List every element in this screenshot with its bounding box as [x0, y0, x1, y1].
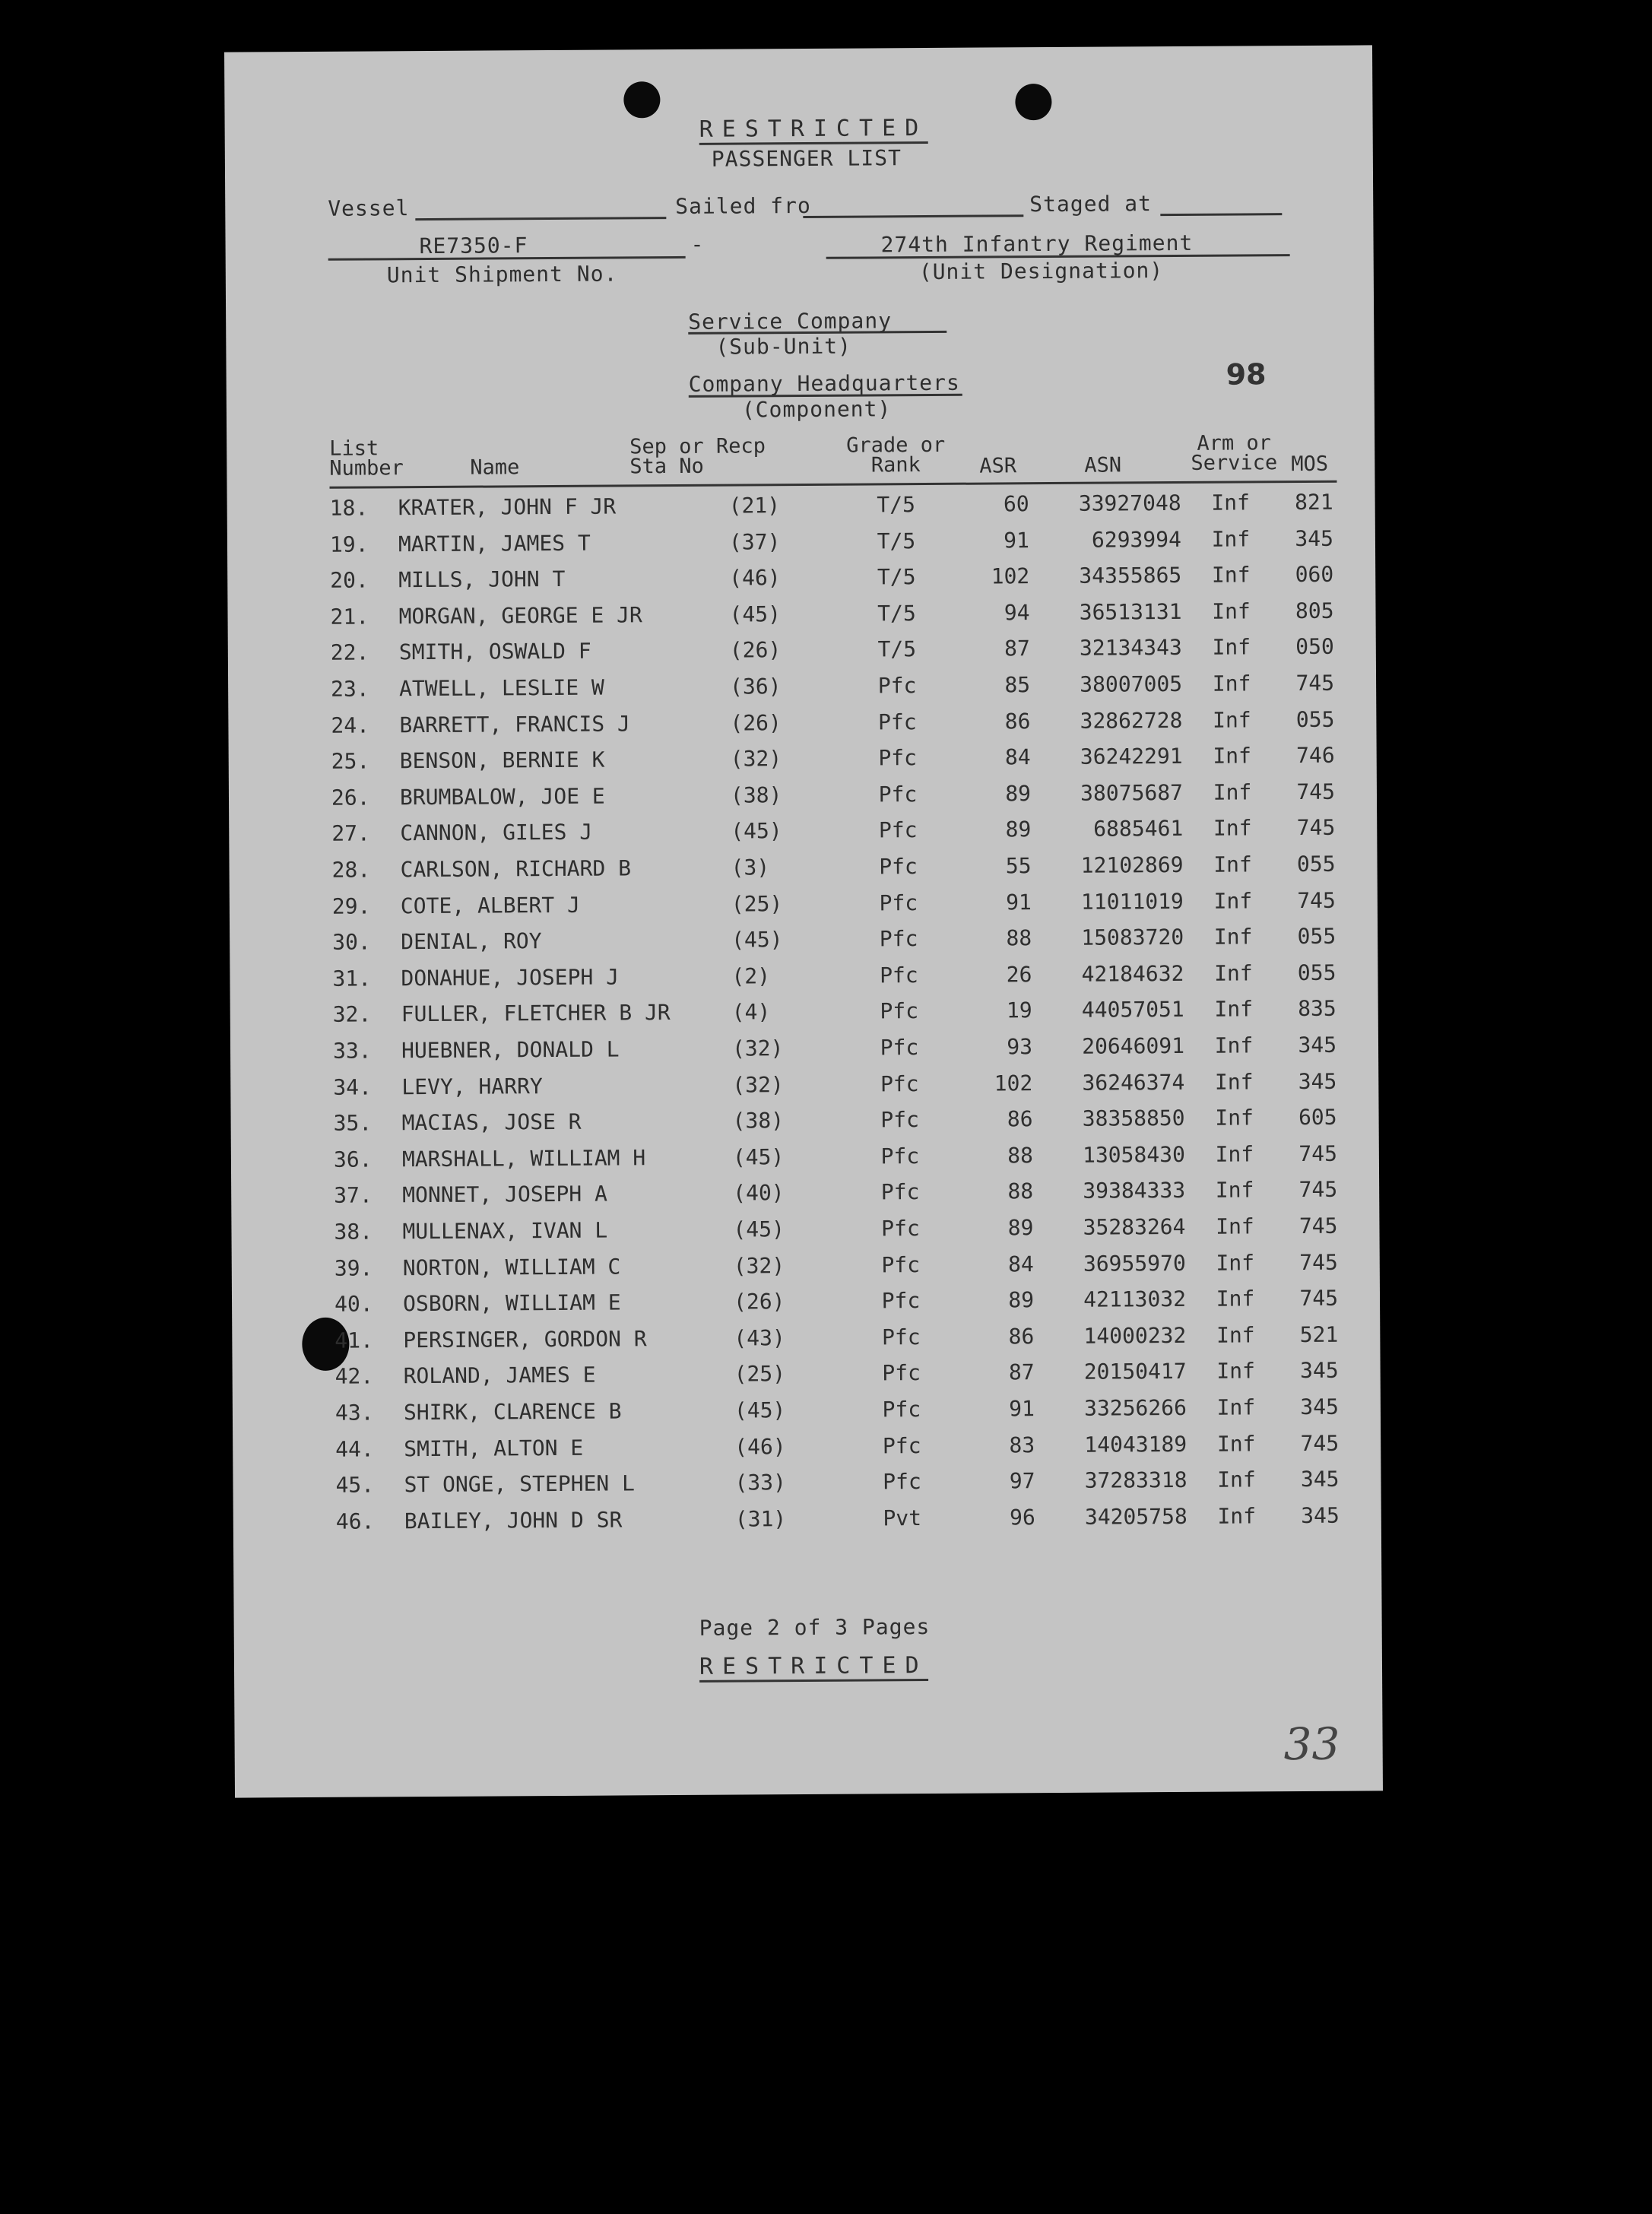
staged-at-blank [1160, 213, 1282, 216]
cell-num: 40. [334, 1291, 373, 1317]
table-row [231, 1213, 1379, 1254]
restricted-header: RESTRICTED [699, 115, 928, 145]
cell-asn: 38075687 [1080, 779, 1184, 806]
cell-name: BARRETT, FRANCIS J [399, 710, 630, 737]
cell-sep: (26) [730, 709, 782, 736]
cell-name: MARSHALL, WILLIAM H [401, 1145, 646, 1172]
cell-mos: 055 [1296, 851, 1336, 877]
cell-num: 29. [331, 893, 371, 919]
cell-asn: 14000232 [1083, 1322, 1187, 1349]
cell-sep: (46) [729, 565, 781, 591]
cell-name: MACIAS, JOSE R [401, 1109, 582, 1136]
cell-arm: Inf [1211, 562, 1251, 588]
cell-asr: 89 [1005, 817, 1032, 842]
cell-asr: 89 [1005, 780, 1032, 807]
cell-sep: (45) [729, 601, 782, 627]
cell-asr: 87 [1004, 636, 1030, 661]
cell-asn: 42113032 [1083, 1286, 1187, 1312]
shipment-blank [328, 256, 686, 261]
cell-num: 22. [330, 639, 369, 666]
cell-sep: (4) [731, 999, 771, 1025]
cell-num: 46. [335, 1508, 375, 1534]
cell-name: MARTIN, JAMES T [398, 530, 591, 557]
document-page [224, 45, 1383, 1797]
cell-arm: Inf [1216, 1430, 1256, 1457]
cell-sep: (32) [732, 1071, 784, 1098]
cell-mos: 746 [1295, 742, 1335, 769]
cell-num: 34. [333, 1074, 372, 1100]
cell-arm: Inf [1212, 634, 1251, 661]
cell-grade: Pfc [878, 709, 917, 734]
cell-sep: (33) [734, 1470, 787, 1496]
cell-grade: Pfc [877, 673, 917, 699]
table-row [227, 525, 1375, 567]
cell-sep: (26) [729, 637, 782, 663]
table-row [231, 1105, 1379, 1147]
cell-mos: 745 [1295, 670, 1335, 696]
cell-sep: (37) [728, 528, 781, 555]
unit-designation-caption: (Unit Designation) [918, 258, 1164, 285]
cell-name: COTE, ALBERT J [400, 892, 580, 918]
cell-sep: (32) [730, 746, 782, 772]
table-row [229, 815, 1377, 857]
cell-asr: 91 [1004, 527, 1030, 553]
cell-num: 21. [330, 604, 369, 630]
cell-num: 30. [332, 929, 371, 955]
cell-grade: T/5 [877, 564, 916, 590]
cell-asn: 32134343 [1079, 635, 1182, 661]
cell-asr: 89 [1008, 1287, 1035, 1313]
cell-name: MULLENAX, IVAN L [402, 1217, 608, 1245]
table-row [229, 743, 1377, 785]
cell-sep: (46) [734, 1433, 786, 1460]
cell-name: MILLS, JOHN T [398, 566, 566, 593]
cell-sep: (31) [734, 1505, 787, 1532]
cell-asr: 86 [1007, 1106, 1033, 1132]
cell-mos: 055 [1297, 960, 1337, 985]
col-mos: MOS [1291, 452, 1329, 477]
col-list-number: List Number [329, 436, 404, 481]
cell-grade: Pfc [881, 1251, 921, 1277]
cell-grade: Pfc [878, 817, 918, 843]
cell-grade: Pfc [880, 1071, 919, 1096]
cell-name: OSBORN, WILLIAM E [402, 1289, 621, 1317]
col-arm: Arm or Service [1191, 431, 1278, 475]
cell-name: LEVY, HARRY [401, 1073, 543, 1099]
cell-asr: 102 [994, 1070, 1033, 1096]
cell-asr: 19 [1006, 998, 1032, 1023]
cell-num: 42. [335, 1363, 374, 1390]
cell-name: DENIAL, ROY [401, 928, 542, 955]
cell-grade: Pfc [879, 854, 918, 880]
cell-asr: 97 [1009, 1468, 1035, 1494]
cell-asn: 34355865 [1079, 563, 1182, 588]
cell-sep: (32) [731, 1036, 784, 1061]
cell-arm: Inf [1217, 1467, 1256, 1492]
component-name: Company Headquarters [688, 370, 960, 397]
cell-name: BENSON, BERNIE K [399, 747, 605, 774]
cell-name: SMITH, OSWALD F [398, 639, 591, 665]
cell-grade: Pfc [878, 781, 918, 807]
cell-asn: 13058430 [1082, 1141, 1185, 1168]
cell-asr: 91 [1009, 1396, 1035, 1422]
table-row [232, 1249, 1380, 1291]
cell-grade: Pfc [880, 962, 918, 988]
cell-arm: Inf [1214, 996, 1254, 1023]
cell-name: ATWELL, LESLIE W [399, 674, 604, 702]
cell-sep: (45) [733, 1216, 785, 1242]
cell-asr: 26 [1006, 961, 1032, 988]
col-grade: Grade or Rank [846, 433, 946, 477]
cell-num: 36. [333, 1147, 373, 1172]
cell-asn: 12102869 [1080, 852, 1184, 878]
cell-name: DONAHUE, JOSEPH J [401, 964, 620, 991]
cell-asr: 88 [1006, 925, 1032, 951]
cell-num: 38. [334, 1219, 373, 1245]
table-row [231, 1177, 1379, 1219]
cell-sep: (32) [733, 1252, 785, 1279]
cell-mos: 605 [1298, 1104, 1337, 1131]
cell-asn: 33927048 [1078, 490, 1181, 516]
cell-name: SHIRK, CLARENCE B [403, 1398, 622, 1426]
cell-name: PERSINGER, GORDON R [403, 1326, 647, 1353]
table-row [228, 670, 1376, 712]
cell-asr: 102 [991, 563, 1030, 589]
cell-name: BRUMBALOW, JOE E [399, 783, 605, 810]
cell-sep: (45) [731, 818, 782, 844]
cell-num: 44. [335, 1436, 374, 1462]
cell-arm: Inf [1212, 706, 1251, 733]
cell-asn: 44057051 [1081, 997, 1184, 1023]
table-row [230, 996, 1378, 1038]
cell-mos: 345 [1300, 1394, 1340, 1420]
cell-mos: 055 [1297, 923, 1337, 950]
staged-at-label: Staged at [1029, 191, 1153, 217]
cell-num: 41. [335, 1327, 374, 1353]
cell-mos: 835 [1298, 996, 1337, 1022]
cell-grade: Pfc [879, 890, 918, 915]
cell-num: 25. [331, 748, 370, 774]
cell-num: 37. [334, 1182, 373, 1209]
cell-sep: (36) [730, 674, 782, 699]
cell-arm: Inf [1216, 1358, 1256, 1385]
cell-name: CANNON, GILES J [400, 820, 593, 846]
cell-grade: T/5 [877, 492, 916, 518]
col-sep: Sep or Recp Sta No [629, 434, 766, 479]
cell-grade: T/5 [877, 528, 916, 554]
cell-num: 35. [333, 1110, 373, 1136]
cell-mos: 060 [1295, 561, 1334, 588]
table-row [229, 851, 1377, 893]
cell-mos: 745 [1298, 1213, 1338, 1239]
table-row [233, 1430, 1381, 1472]
cell-grade: T/5 [877, 636, 917, 662]
cell-sep: (43) [734, 1324, 785, 1351]
col-asr: ASR [979, 454, 1017, 478]
cell-grade: Pfc [879, 926, 918, 952]
cell-mos: 745 [1298, 1177, 1338, 1203]
cell-asr: 85 [1004, 672, 1031, 698]
cell-name: ROLAND, JAMES E [403, 1362, 596, 1389]
cell-grade: Pfc [880, 998, 919, 1024]
table-row [232, 1286, 1380, 1327]
table-row [230, 960, 1378, 1001]
cell-arm: Inf [1213, 779, 1252, 805]
cell-asr: 83 [1009, 1432, 1035, 1457]
table-row [230, 1032, 1378, 1074]
cell-mos: 345 [1298, 1032, 1337, 1058]
cell-grade: Pfc [883, 1469, 921, 1495]
cell-arm: Inf [1213, 815, 1252, 842]
cell-mos: 745 [1296, 815, 1336, 841]
cell-sep: (45) [731, 927, 783, 953]
cell-sep: (45) [732, 1143, 785, 1170]
cell-grade: Pfc [882, 1360, 921, 1386]
cell-asr: 86 [1004, 708, 1031, 734]
cell-mos: 345 [1299, 1358, 1339, 1384]
cell-grade: Pfc [880, 1035, 919, 1061]
cell-num: 45. [335, 1472, 375, 1498]
cell-grade: Pfc [881, 1324, 921, 1350]
cell-grade: Pfc [880, 1107, 919, 1133]
table-row [233, 1502, 1381, 1544]
cell-mos: 821 [1294, 489, 1333, 515]
punch-hole-right [1015, 84, 1051, 120]
cell-asn: 33256266 [1083, 1394, 1187, 1421]
cell-num: 39. [334, 1255, 373, 1281]
cell-asr: 88 [1007, 1178, 1034, 1204]
cell-num: 32. [332, 1001, 372, 1028]
cell-arm: Inf [1212, 598, 1251, 624]
cell-sep: (38) [730, 782, 782, 808]
cell-arm: Inf [1215, 1177, 1254, 1204]
cell-arm: Inf [1213, 924, 1253, 950]
cell-asr: 94 [1004, 599, 1030, 626]
cell-asr: 84 [1007, 1251, 1034, 1277]
cell-mos: 745 [1297, 887, 1336, 913]
table-row [233, 1358, 1381, 1400]
cell-asn: 37283318 [1084, 1467, 1187, 1493]
table-row [230, 1068, 1378, 1110]
cell-asn: 6293994 [1091, 526, 1182, 553]
cell-arm: Inf [1215, 1105, 1254, 1131]
shipment-number: RE7350-F [419, 233, 528, 259]
table-row [232, 1321, 1380, 1363]
cell-mos: 745 [1300, 1430, 1340, 1456]
cell-num: 28. [331, 857, 371, 883]
cell-asn: 36513131 [1079, 598, 1182, 625]
cell-sep: (40) [733, 1180, 785, 1206]
cell-asr: 86 [1008, 1323, 1035, 1350]
cell-num: 26. [331, 785, 370, 810]
header-rule [329, 481, 1337, 489]
cell-arm: Inf [1217, 1503, 1257, 1529]
handwritten-page-number: 33 [1283, 1718, 1340, 1771]
cell-name: CARLSON, RICHARD B [400, 855, 632, 883]
cell-grade: Pfc [878, 745, 918, 771]
cell-mos: 345 [1301, 1502, 1340, 1528]
restricted-footer: RESTRICTED [699, 1652, 928, 1683]
shipment-caption: Unit Shipment No. [386, 261, 618, 288]
cell-arm: Inf [1213, 887, 1253, 914]
cell-name: HUEBNER, DONALD L [401, 1036, 620, 1064]
table-row [227, 562, 1375, 604]
table-row [229, 779, 1377, 820]
cell-asr: 96 [1009, 1504, 1035, 1530]
shipment-dash: - [690, 231, 705, 257]
cell-num: 18. [329, 495, 369, 521]
cell-mos: 050 [1295, 634, 1334, 660]
cell-arm: Inf [1216, 1286, 1255, 1312]
cell-arm: Inf [1216, 1394, 1256, 1420]
sailed-from-blank [803, 214, 1023, 218]
cell-arm: Inf [1213, 852, 1252, 877]
cell-arm: Inf [1211, 525, 1251, 552]
table-row [227, 598, 1375, 639]
cell-asr: 84 [1004, 744, 1031, 770]
cell-arm: Inf [1215, 1141, 1254, 1167]
cell-asn: 6885461 [1093, 816, 1184, 842]
cell-asn: 36246374 [1082, 1069, 1185, 1096]
cell-asn: 20646091 [1082, 1032, 1185, 1059]
cell-asn: 39384333 [1083, 1178, 1186, 1204]
cell-asr: 88 [1007, 1142, 1033, 1169]
cell-sep: (45) [734, 1397, 786, 1423]
table-row [233, 1467, 1381, 1508]
cell-sep: (26) [733, 1289, 785, 1315]
page-count: Page 2 of 3 Pages [699, 1614, 931, 1641]
cell-grade: Pfc [882, 1397, 921, 1423]
cell-mos: 521 [1299, 1321, 1339, 1347]
cell-mos: 745 [1298, 1140, 1337, 1166]
unit-designation: 274th Infantry Regiment [880, 230, 1194, 258]
cell-arm: Inf [1216, 1322, 1255, 1348]
col-name: Name [470, 455, 520, 480]
cell-arm: Inf [1216, 1249, 1255, 1276]
cell-asn: 38358850 [1082, 1105, 1185, 1131]
table-row [227, 489, 1375, 531]
cell-sep: (21) [728, 493, 781, 519]
cell-asr: 60 [1003, 491, 1029, 517]
cell-name: KRATER, JOHN F JR [398, 493, 617, 521]
cell-name: FULLER, FLETCHER B JR [401, 1000, 671, 1027]
cell-num: 24. [331, 712, 370, 738]
cell-num: 27. [331, 820, 370, 847]
cell-grade: Pfc [880, 1179, 920, 1205]
cell-arm: Inf [1214, 1068, 1254, 1095]
cell-mos: 345 [1298, 1068, 1337, 1094]
cell-arm: Inf [1214, 1032, 1254, 1058]
cell-num: 19. [329, 531, 369, 557]
punch-hole-left [623, 81, 660, 118]
cell-mos: 745 [1299, 1285, 1339, 1312]
cell-asn: 20150417 [1083, 1359, 1187, 1385]
stamped-number: 98 [1226, 357, 1267, 392]
cell-num: 31. [332, 966, 372, 991]
cell-asn: 38007005 [1080, 671, 1183, 697]
cell-arm: Inf [1213, 743, 1252, 769]
cell-mos: 345 [1300, 1466, 1340, 1492]
cell-num: 20. [330, 567, 369, 593]
cell-mos: 745 [1299, 1249, 1338, 1275]
cell-mos: 055 [1295, 706, 1335, 732]
cell-grade: Pfc [880, 1143, 920, 1169]
cell-num: 33. [332, 1038, 372, 1064]
table-row [231, 1140, 1379, 1182]
cell-asn: 15083720 [1081, 925, 1184, 950]
cell-grade: Pfc [881, 1288, 921, 1314]
cell-grade: Pfc [881, 1216, 920, 1242]
cell-sep: (2) [731, 963, 771, 989]
cell-asn: 36242291 [1080, 744, 1183, 769]
cell-name: MORGAN, GEORGE E JR [398, 602, 642, 630]
cell-name: BAILEY, JOHN D SR [404, 1507, 623, 1534]
cell-sep: (25) [731, 890, 783, 917]
cell-name: MONNET, JOSEPH A [402, 1181, 608, 1208]
component-caption: (Component) [741, 396, 892, 423]
cell-num: 23. [331, 676, 369, 702]
cell-num: 43. [335, 1400, 374, 1426]
cell-name: SMITH, ALTON E [404, 1435, 584, 1461]
table-row [228, 634, 1376, 676]
cell-name: NORTON, WILLIAM C [402, 1254, 621, 1280]
cell-mos: 805 [1295, 598, 1334, 623]
passenger-list-title: PASSENGER LIST [711, 145, 902, 172]
cell-asn: 11011019 [1080, 888, 1184, 915]
cell-arm: Inf [1216, 1213, 1254, 1239]
cell-grade: Pvt [883, 1505, 922, 1531]
cell-arm: Inf [1212, 671, 1251, 696]
cell-asn: 34205758 [1084, 1503, 1187, 1530]
sub-unit-name: Service Company [688, 308, 893, 335]
cell-asr: 89 [1007, 1215, 1034, 1241]
cell-name: ST ONGE, STEPHEN L [404, 1470, 636, 1498]
table-row [230, 924, 1378, 966]
cell-sep: (3) [731, 855, 770, 880]
cell-asr: 91 [1006, 889, 1032, 915]
vessel-blank [415, 217, 666, 220]
cell-asr: 93 [1007, 1034, 1033, 1060]
sailed-from-label: Sailed fro [675, 192, 811, 220]
vessel-label: Vessel [328, 195, 410, 221]
cell-sep: (25) [734, 1361, 786, 1387]
cell-mos: 345 [1295, 525, 1334, 551]
cell-asn: 14043189 [1084, 1431, 1187, 1457]
cell-asr: 55 [1005, 853, 1032, 879]
table-row [228, 706, 1376, 748]
table-row [233, 1394, 1381, 1435]
cell-arm: Inf [1214, 960, 1253, 986]
cell-asn: 42184632 [1081, 960, 1184, 987]
col-asn: ASN [1084, 453, 1122, 477]
cell-mos: 745 [1296, 779, 1336, 804]
cell-asn: 35283264 [1083, 1213, 1186, 1240]
cell-asn: 32862728 [1080, 707, 1183, 734]
cell-arm: Inf [1211, 490, 1251, 515]
sub-unit-caption: (Sub-Unit) [715, 333, 852, 360]
cell-grade: T/5 [877, 600, 916, 626]
cell-asr: 87 [1008, 1359, 1035, 1385]
cell-grade: Pfc [882, 1432, 921, 1458]
cell-asn: 36955970 [1083, 1250, 1186, 1277]
table-row [230, 887, 1378, 929]
cell-sep: (38) [732, 1108, 785, 1134]
